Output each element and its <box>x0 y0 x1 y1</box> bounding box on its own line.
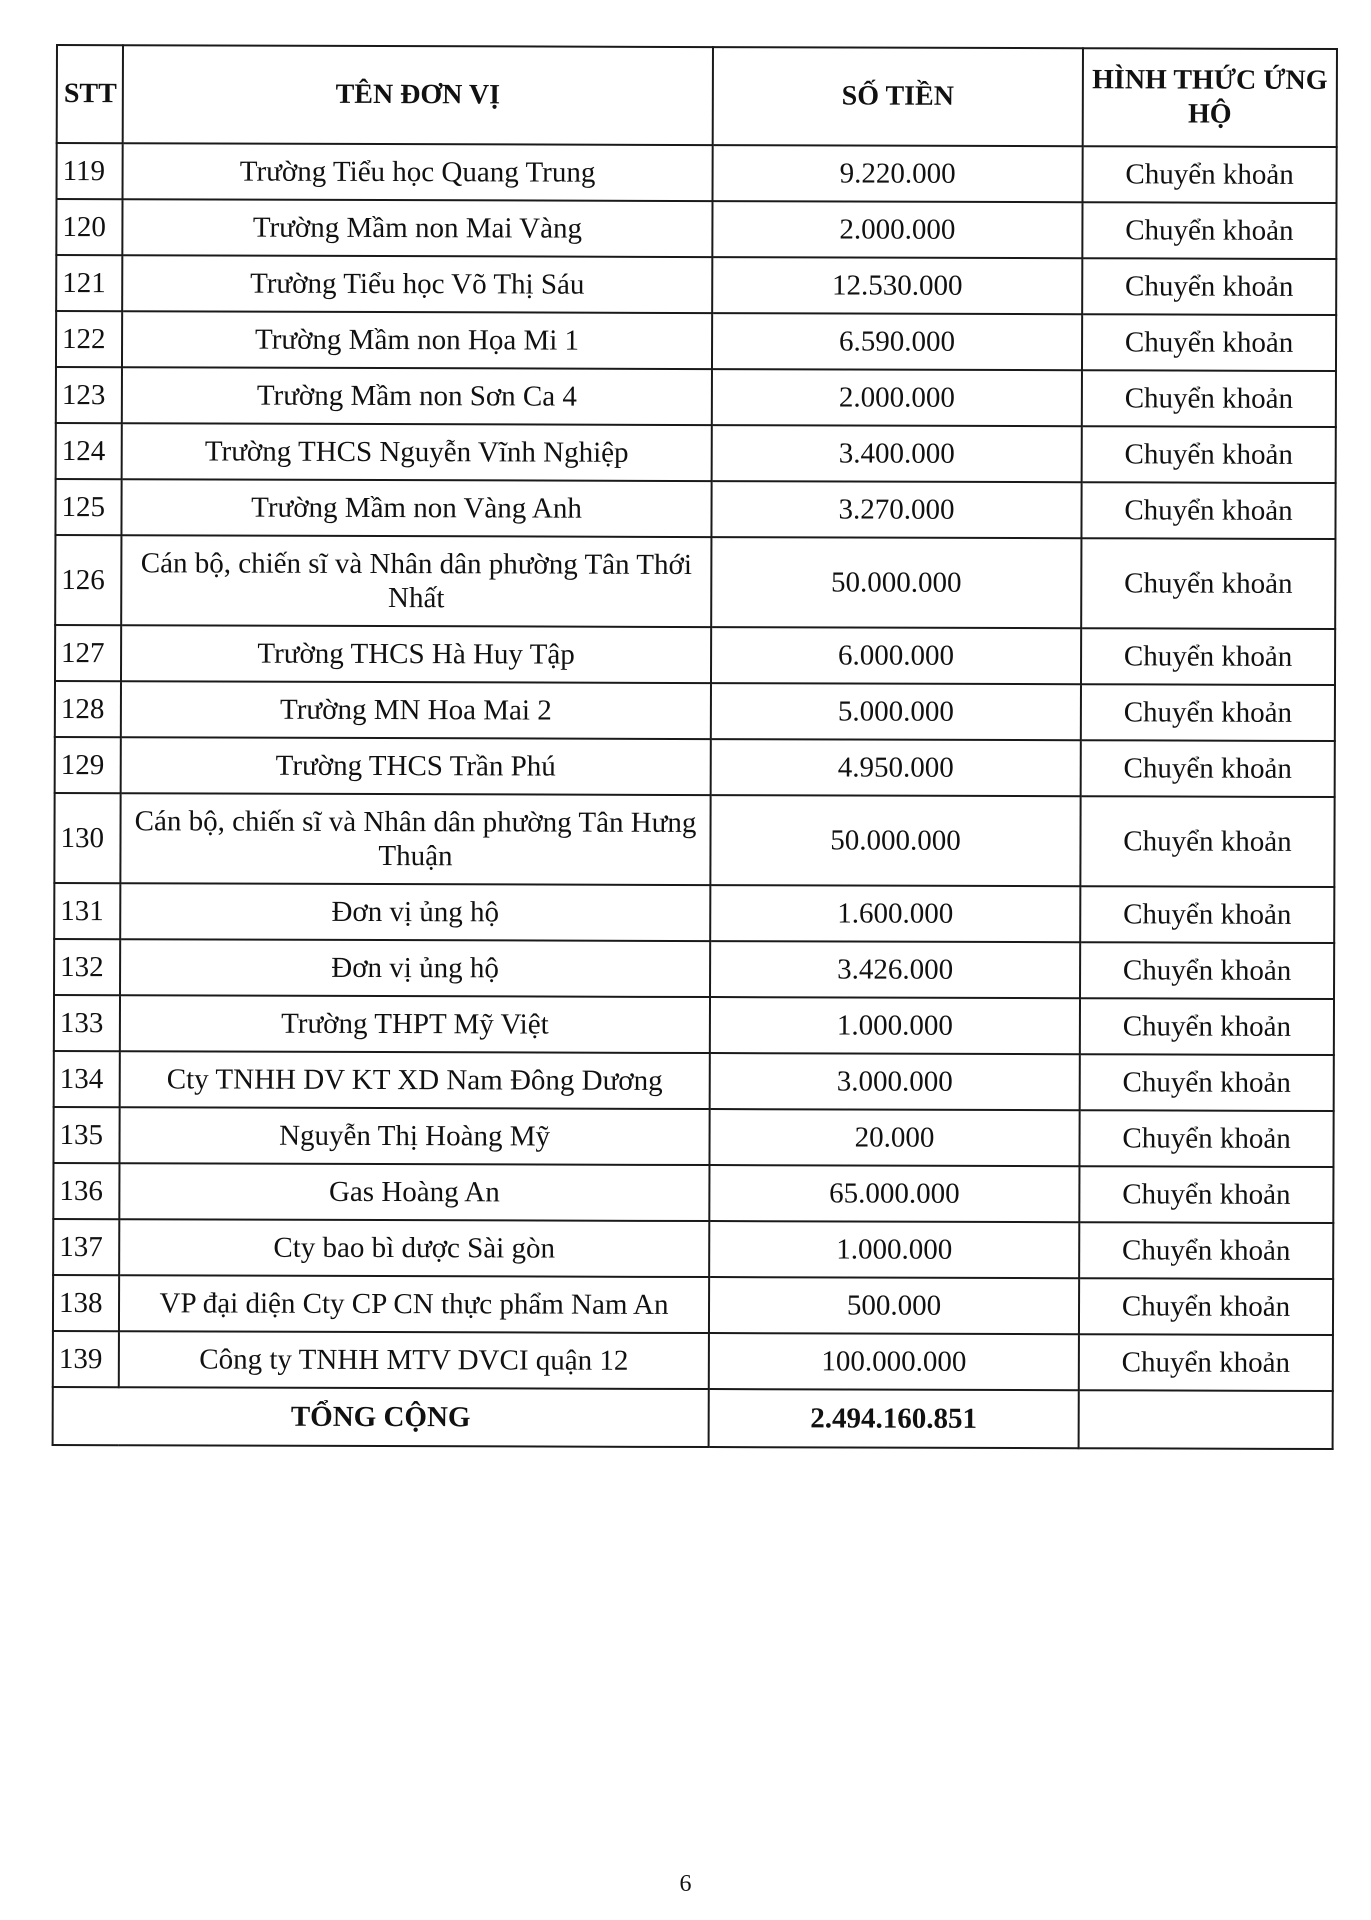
table-row <box>56 199 1336 259</box>
cell-stt: 132 <box>54 939 120 995</box>
cell-stt: 134 <box>54 1051 120 1107</box>
cell-support-method: Chuyển khoản <box>1082 426 1336 483</box>
table-row <box>54 883 1334 943</box>
cell-unit-name: Trường Mầm non Họa Mi 1 <box>122 311 712 369</box>
cell-stt: 131 <box>54 883 120 939</box>
cell-stt: 139 <box>53 1331 119 1387</box>
cell-unit-name: Trường THCS Hà Huy Tập <box>121 625 711 683</box>
total-row <box>53 1387 1333 1449</box>
cell-unit-name: Đơn vị ủng hộ <box>120 883 710 941</box>
cell-support-method: Chuyển khoản <box>1081 628 1335 685</box>
cell-unit-name: Cán bộ, chiến sĩ và Nhân dân phường Tân Thới Nhất <box>121 535 711 627</box>
table-row <box>54 793 1334 887</box>
cell-support-method: Chuyển khoản <box>1079 1166 1333 1223</box>
header-stt: STT <box>57 45 123 143</box>
cell-stt: 125 <box>55 479 121 535</box>
cell-amount: 3.400.000 <box>712 425 1082 482</box>
cell-support-method: Chuyển khoản <box>1080 942 1334 999</box>
cell-support-method: Chuyển khoản <box>1079 1222 1333 1279</box>
cell-amount: 3.426.000 <box>710 941 1080 998</box>
table-row <box>53 1107 1333 1167</box>
header-amount: SỐ TIỀN <box>713 47 1083 146</box>
table-row <box>55 535 1335 629</box>
cell-amount: 50.000.000 <box>710 795 1080 886</box>
cell-amount: 6.000.000 <box>711 627 1081 684</box>
cell-unit-name: Nguyễn Thị Hoàng Mỹ <box>119 1107 709 1165</box>
cell-amount: 9.220.000 <box>713 145 1083 202</box>
cell-stt: 126 <box>55 535 121 625</box>
header-unit-name: TÊN ĐƠN VỊ <box>123 45 713 145</box>
cell-amount: 1.600.000 <box>710 885 1080 942</box>
cell-amount: 100.000.000 <box>709 1333 1079 1390</box>
table-row <box>56 423 1336 483</box>
table-row <box>54 1051 1334 1111</box>
cell-amount: 500.000 <box>709 1277 1079 1334</box>
cell-amount: 5.000.000 <box>711 683 1081 740</box>
cell-stt: 119 <box>57 143 123 199</box>
cell-support-method: Chuyển khoản <box>1081 482 1335 539</box>
cell-stt: 123 <box>56 367 122 423</box>
cell-stt: 124 <box>56 423 122 479</box>
table-row <box>56 367 1336 427</box>
cell-support-method: Chuyển khoản <box>1082 370 1336 427</box>
cell-support-method: Chuyển khoản <box>1079 1278 1333 1335</box>
cell-unit-name: VP đại diện Cty CP CN thực phẩm Nam An <box>119 1275 709 1333</box>
header-support-method: HÌNH THỨC ỨNG HỘ <box>1083 48 1337 147</box>
cell-stt: 128 <box>55 681 121 737</box>
cell-unit-name: Trường THPT Mỹ Việt <box>120 995 710 1053</box>
cell-stt: 135 <box>53 1107 119 1163</box>
cell-unit-name: Trường THCS Trần Phú <box>121 737 711 795</box>
cell-support-method: Chuyển khoản <box>1080 796 1334 887</box>
cell-unit-name: Trường Mầm non Sơn Ca 4 <box>122 367 712 425</box>
table-row <box>55 625 1335 685</box>
cell-unit-name: Trường Tiểu học Quang Trung <box>123 143 713 201</box>
total-amount: 2.494.160.851 <box>709 1389 1079 1448</box>
cell-unit-name: Trường Mầm non Mai Vàng <box>122 199 712 257</box>
cell-amount: 4.950.000 <box>711 739 1081 796</box>
cell-stt: 127 <box>55 625 121 681</box>
total-empty-cell <box>1079 1390 1333 1449</box>
table-row <box>57 143 1337 203</box>
cell-unit-name: Trường THCS Nguyễn Vĩnh Nghiệp <box>122 423 712 481</box>
cell-stt: 133 <box>54 995 120 1051</box>
cell-support-method: Chuyển khoản <box>1080 1054 1334 1111</box>
cell-stt: 121 <box>56 255 122 311</box>
cell-amount: 1.000.000 <box>709 1221 1079 1278</box>
cell-stt: 129 <box>55 737 121 793</box>
page-number: 6 <box>679 1871 692 1897</box>
table-row <box>54 939 1334 999</box>
cell-stt: 122 <box>56 311 122 367</box>
table-header-row <box>57 45 1337 147</box>
cell-stt: 138 <box>53 1275 119 1331</box>
cell-unit-name: Công ty TNHH MTV DVCI quận 12 <box>119 1331 709 1389</box>
cell-support-method: Chuyển khoản <box>1079 1334 1333 1391</box>
cell-support-method: Chuyển khoản <box>1081 740 1335 797</box>
cell-amount: 2.000.000 <box>712 201 1082 258</box>
cell-amount: 65.000.000 <box>709 1165 1079 1222</box>
table-row <box>53 1331 1333 1391</box>
cell-stt: 130 <box>54 793 120 883</box>
table-row <box>53 1219 1333 1279</box>
total-label: TỔNG CỘNG <box>53 1387 709 1447</box>
cell-unit-name: Gas Hoàng An <box>119 1163 709 1221</box>
table-row <box>55 479 1335 539</box>
cell-amount: 3.000.000 <box>710 1053 1080 1110</box>
cell-stt: 120 <box>56 199 122 255</box>
cell-amount: 12.530.000 <box>712 257 1082 314</box>
cell-support-method: Chuyển khoản <box>1079 1110 1333 1167</box>
cell-support-method: Chuyển khoản <box>1083 146 1337 203</box>
cell-unit-name: Trường Tiểu học Võ Thị Sáu <box>122 255 712 313</box>
table-row <box>56 311 1336 371</box>
cell-amount: 50.000.000 <box>711 537 1081 628</box>
cell-amount: 20.000 <box>709 1109 1079 1166</box>
cell-stt: 136 <box>53 1163 119 1219</box>
cell-unit-name: Cty TNHH DV KT XD Nam Đông Dương <box>120 1051 710 1109</box>
cell-support-method: Chuyển khoản <box>1081 684 1335 741</box>
cell-support-method: Chuyển khoản <box>1080 998 1334 1055</box>
cell-unit-name: Trường MN Hoa Mai 2 <box>121 681 711 739</box>
table-row <box>53 1275 1333 1335</box>
table-body <box>53 143 1337 1449</box>
cell-support-method: Chuyển khoản <box>1082 258 1336 315</box>
table-row <box>54 995 1334 1055</box>
table-row <box>56 255 1336 315</box>
cell-support-method: Chuyển khoản <box>1082 314 1336 371</box>
cell-unit-name: Cty bao bì dược Sài gòn <box>119 1219 709 1277</box>
cell-support-method: Chuyển khoản <box>1081 538 1335 629</box>
cell-amount: 1.000.000 <box>710 997 1080 1054</box>
table-row <box>55 737 1335 797</box>
cell-support-method: Chuyển khoản <box>1080 886 1334 943</box>
cell-amount: 3.270.000 <box>711 481 1081 538</box>
cell-amount: 2.000.000 <box>712 369 1082 426</box>
cell-unit-name: Cán bộ, chiến sĩ và Nhân dân phường Tân Hưng Thuận <box>120 793 710 885</box>
cell-unit-name: Đơn vị ủng hộ <box>120 939 710 997</box>
cell-support-method: Chuyển khoản <box>1082 202 1336 259</box>
cell-stt: 137 <box>53 1219 119 1275</box>
cell-amount: 6.590.000 <box>712 313 1082 370</box>
donation-table <box>52 44 1338 1450</box>
table-row <box>55 681 1335 741</box>
table-row <box>53 1163 1333 1223</box>
cell-unit-name: Trường Mầm non Vàng Anh <box>121 479 711 537</box>
